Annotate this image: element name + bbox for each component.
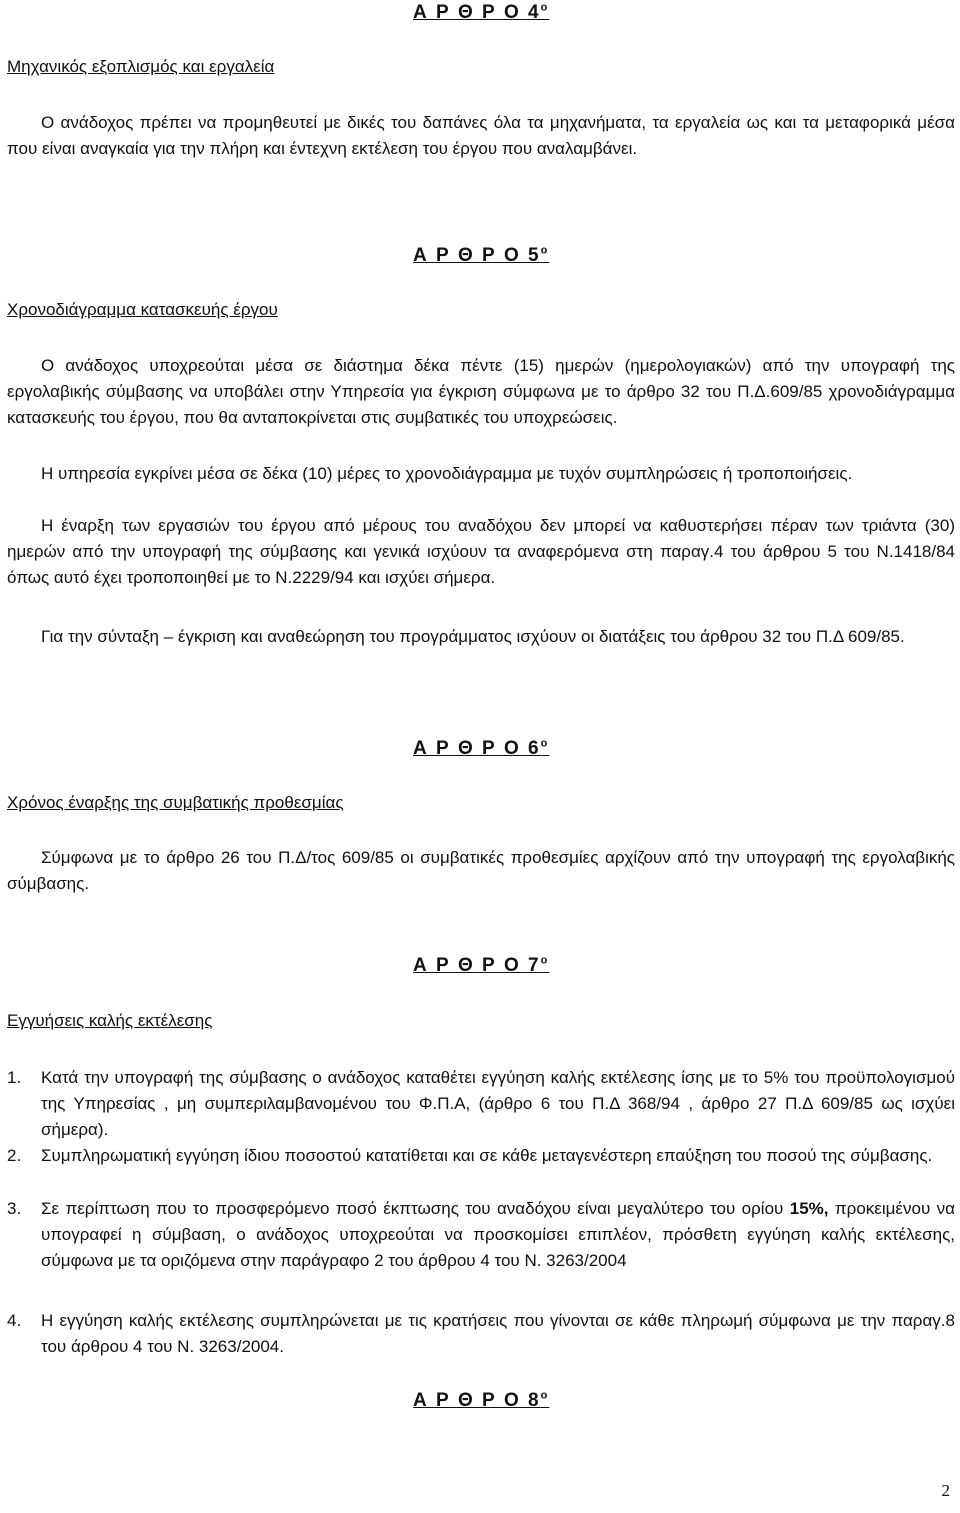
article-7-item-1 [7,1065,955,1143]
article-5-paragraph-4: Για την σύνταξη – έγκριση και αναθεώρηση του προγράμματος ισχύουν οι διατάξεις του άρθρου 32 του Π.Δ 609/85. [41,627,905,646]
list-number: 1. [7,1068,22,1087]
article-4-title: Μηχανικός εξοπλισμός και εργαλεία [7,57,275,76]
list-text-end: προκειμένου να υπογραφεί η σύμβαση, ο ανάδοχος υποχρεούται να προσκομίσει επιπλέον, πρόσθετη εγγύηση καλής εκτέλεσης, σύμφωνα με τα οριζόμενα στην παράγραφο 2 του άρθρου 4 του Ν. 3263/2004 [41,1199,956,1270]
article-5-paragraph-1: Ο ανάδοχος υποχρεούται μέσα σε διάστημα δέκα πέντε (15) ημερών (ημερολογιακών) από την υπογραφή της εργολαβικής σύμβασης να υποβάλει στην Υπηρεσία για έγκριση σύμφωνα με το άρθρο 32 του Π.Δ.609/85 χρονοδιάγραμμα κατασκευής του έργου, που θα ανταποκρίνεται στις συμβατικές του υποχρεώσεις. [7,356,955,427]
list-text: Κατά την υπογραφή της σύμβασης ο ανάδοχος καταθέτει εγγύηση καλής εκτέλεσης ίσης με το 5% του προϋπολογισμού της Υπηρεσίας , μη συμπεριλαμβανομένου του Φ.Π.Α, (άρθρο 6 του Π.Δ 368/94 , άρθρο 27 Π.Δ 609/85 ως ισχύει σήμερα). [41,1068,955,1139]
article-4-paragraph-1: Ο ανάδοχος πρέπει να προμηθευτεί με δικές του δαπάνες όλα τα μηχανήματα, τα εργαλεία ως και τα μεταφορικά μέσα που είναι αναγκαία για την πλήρη και έντεχνη εκτέλεση του έργου που αναλαμβάνει. [7,113,955,158]
page-number: 2 [941,1481,950,1500]
article-6-paragraph-1: Σύμφωνα με το άρθρο 26 του Π.Δ/τος 609/85 οι συμβατικές προθεσμίες αρχίζουν από την υπογραφή της εργολαβικής σύμβασης. [7,848,955,893]
article-7-item-2 [7,1143,955,1169]
article-5-title: Χρονοδιάγραμμα κατασκευής έργου [7,300,278,319]
article-7-title: Εγγυήσεις καλής εκτέλεσης [7,1011,213,1030]
article-5-paragraph-3: Η έναρξη των εργασιών του έργου από μέρους του αναδόχου δεν μπορεί να καθυστερήσει πέραν των τριάντα (30) ημερών από την υπογραφή της σύμβασης και γενικά ισχύουν τα αναφερόμενα στη παραγ.4 του άρθρου 5 του Ν.1418/84 όπως αυτό έχει τροποποιηθεί με το Ν.2229/94 και ισχύει σήμερα. [7,516,955,587]
list-text-start: Σε περίπτωση που το προσφερόμενο ποσό έκπτωσης του αναδόχου είναι μεγαλύτερο του ορίου [41,1199,790,1218]
list-number: 4. [7,1311,22,1330]
article-4-heading: Α Ρ Θ Ρ Ο $4^o$ [413,1,550,23]
article-6-title: Χρόνος έναρξης της συμβατικής προθεσμίας [7,793,344,812]
article-7-item-3 [7,1196,955,1274]
article-6-heading: Α Ρ Θ Ρ Ο $6^o$ [413,737,550,759]
article-5-heading: Α Ρ Θ Ρ Ο $5^o$ [413,244,550,266]
article-7-item-4 [7,1308,955,1360]
list-text: Η εγγύηση καλής εκτέλεσης συμπληρώνεται με τις κρατήσεις που γίνονται σε κάθε πληρωμή σύμφωνα με την παραγ.8 του άρθρου 4 του Ν. 3263/2004. [41,1311,955,1356]
article-8-heading: Α Ρ Θ Ρ Ο $8^o$ [413,1389,550,1411]
article-5-paragraph-2: Η υπηρεσία εγκρίνει μέσα σε δέκα (10) μέρες το χρονοδιάγραμμα με τυχόν συμπληρώσεις ή τροποποιήσεις. [41,464,853,483]
list-text: Συμπληρωματική εγγύηση ίδιου ποσοστού κατατίθεται και σε κάθε μεταγενέστερη επαύξηση του ποσού της σύμβασης. [41,1146,933,1165]
article-7-heading: Α Ρ Θ Ρ Ο $7^o$ [413,954,550,976]
list-number: 3. [7,1199,22,1218]
list-text-bold: 15%, [789,1199,829,1218]
list-number: 2. [7,1146,22,1165]
